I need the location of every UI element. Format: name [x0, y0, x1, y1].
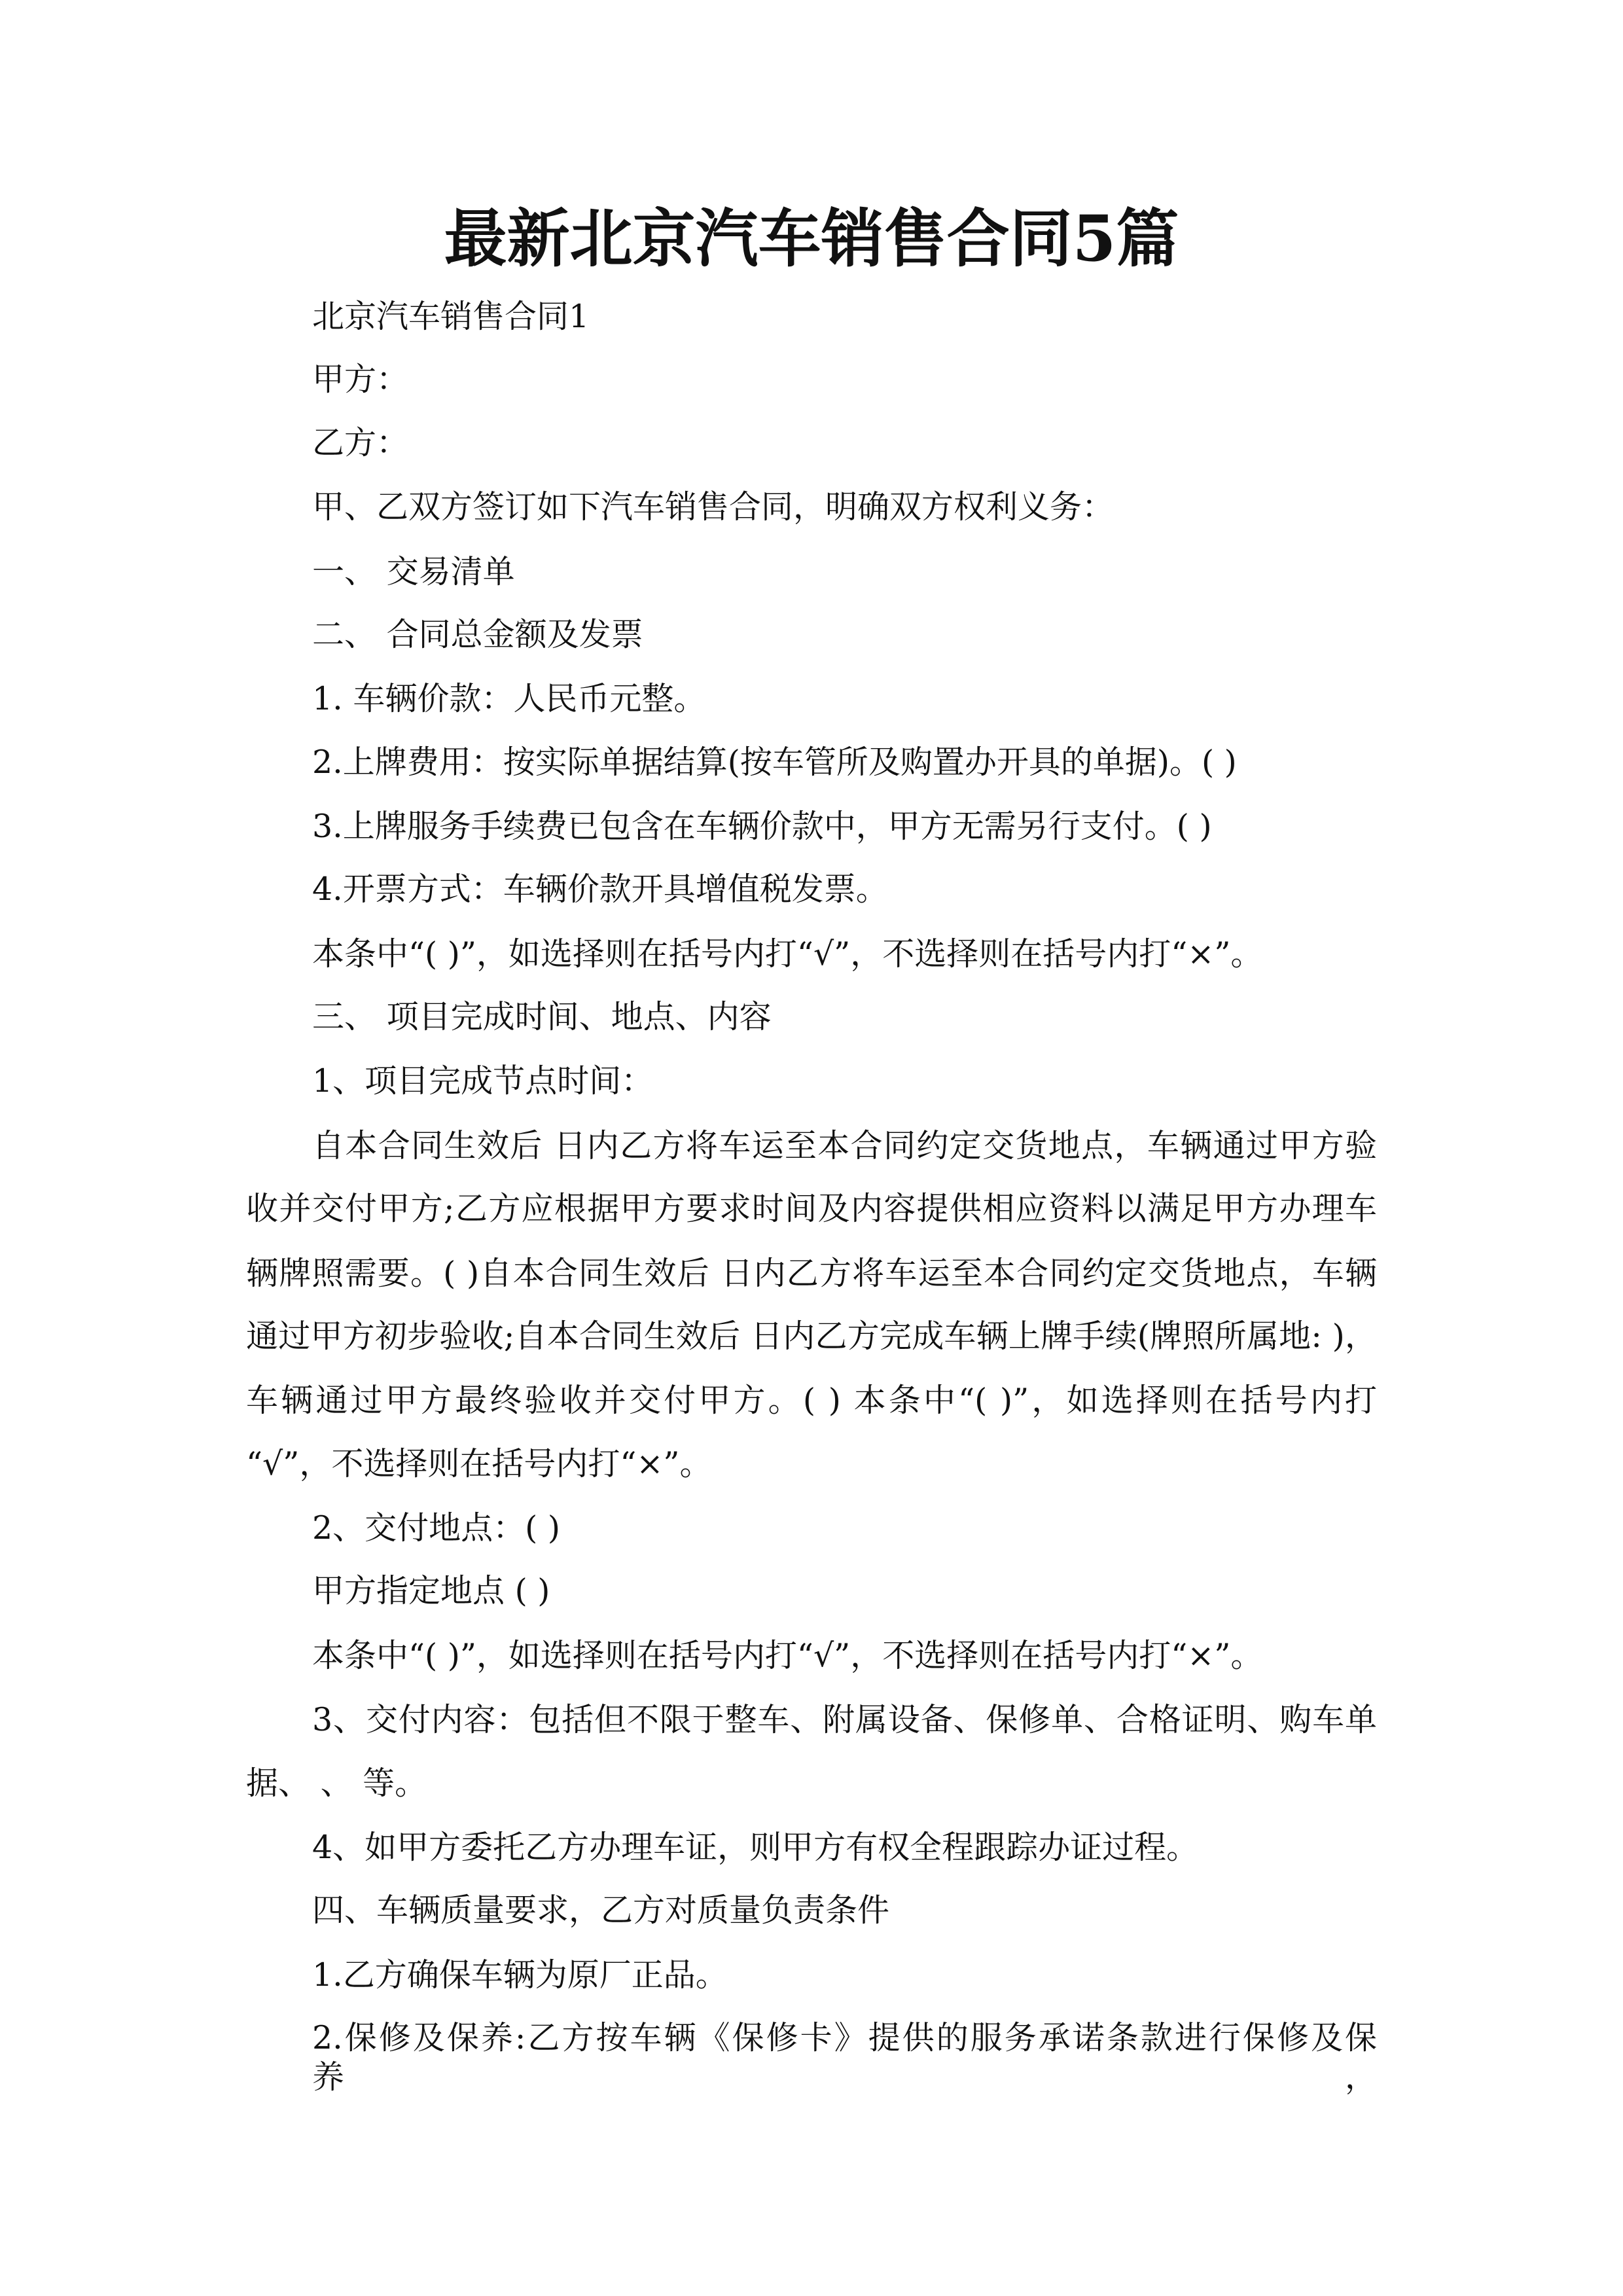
- paragraph: 收并交付甲方;乙方应根据甲方要求时间及内容提供相应资料以满足甲方办理车: [246, 1190, 1377, 1227]
- clause-heading: 三、 项目完成时间、地点、内容: [312, 998, 772, 1035]
- paragraph: 3.上牌服务手续费已包含在车辆价款中，甲方无需另行支付。( ): [312, 808, 1212, 845]
- paragraph: 车辆通过甲方最终验收并交付甲方。( ) 本条中“( )”，如选择则在括号内打: [246, 1382, 1377, 1419]
- paragraph: 甲、乙双方签订如下汽车销售合同，明确双方权利义务：: [312, 488, 1115, 526]
- paragraph: 自本合同生效后 日内乙方将车运至本合同约定交货地点，车辆通过甲方验: [312, 1127, 1377, 1164]
- paragraph: 2.保修及保养:乙方按车辆《保修卡》提供的服务承诺条款进行保修及保养，: [312, 2019, 1377, 2096]
- clause-heading: 四、车辆质量要求，乙方对质量负责条件: [312, 1892, 890, 1929]
- party-b: 乙方：: [312, 424, 409, 461]
- paragraph: 1. 车辆价款：人民币元整。: [312, 680, 706, 717]
- paragraph: 1.乙方确保车辆为原厂正品。: [312, 1956, 728, 1994]
- paragraph: 1、项目完成节点时间：: [312, 1062, 654, 1100]
- paragraph: 4、如甲方委托乙方办理车证，则甲方有权全程跟踪办证过程。: [312, 1829, 1199, 1866]
- clause-heading: 一、 交易清单: [312, 553, 515, 590]
- paragraph: 4.开票方式：车辆价款开具增值税发票。: [312, 870, 888, 908]
- paragraph: 通过甲方初步验收;自本合同生效后 日内乙方完成车辆上牌手续(牌照所属地: )，: [246, 1318, 1377, 1355]
- paragraph: 2、交付地点：( ): [312, 1509, 560, 1547]
- paragraph: 辆牌照需要。( )自本合同生效后 日内乙方将车运至本合同约定交货地点，车辆: [246, 1255, 1377, 1292]
- paragraph: 本条中“( )”，如选择则在括号内打“√”，不选择则在括号内打“×”。: [312, 1637, 1263, 1674]
- paragraph: 2.上牌费用：按实际单据结算(按车管所及购置办开具的单据)。( ): [312, 744, 1237, 781]
- section-heading: 北京汽车销售合同1: [312, 298, 590, 335]
- document-title: 最新北京汽车销售合同5篇: [444, 202, 1179, 276]
- paragraph: 甲方指定地点 ( ): [312, 1572, 550, 1609]
- paragraph: 3、交付内容：包括但不限于整车、附属设备、保修单、合格证明、购车单: [312, 1701, 1377, 1738]
- party-a: 甲方：: [312, 361, 409, 398]
- paragraph: “√”，不选择则在括号内打“×”。: [246, 1445, 712, 1482]
- clause-heading: 二、 合同总金额及发票: [312, 616, 643, 653]
- paragraph: 据、 、 等。: [246, 1765, 427, 1802]
- paragraph: 本条中“( )”，如选择则在括号内打“√”，不选择则在括号内打“×”。: [312, 935, 1263, 973]
